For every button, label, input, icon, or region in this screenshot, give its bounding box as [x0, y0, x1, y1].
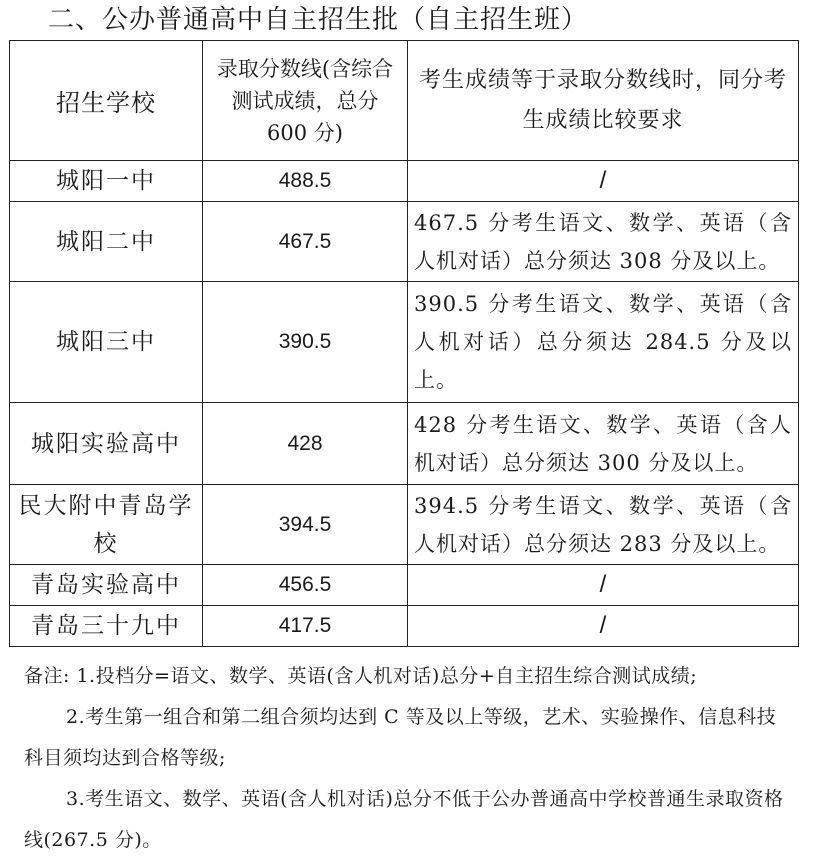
cutoff-score: 467.5 — [203, 202, 408, 282]
school-name: 城阳一中 — [10, 161, 203, 202]
tie-rule: 390.5 分考生语文、数学、英语（含人机对话）总分须达 284.5 分及以上。 — [408, 282, 799, 403]
cutoff-score: 488.5 — [203, 161, 408, 202]
note-3: 3.考生语文、数学、英语(含人机对话)总分不低于公办普通高中学校普通生录取资格线(267.5 分)。 — [24, 788, 784, 851]
cutoff-score: 394.5 — [203, 485, 408, 565]
table-row — [10, 202, 799, 282]
tie-rule: 428 分考生语文、数学、英语（含人机对话）总分须达 300 分及以上。 — [408, 403, 799, 485]
school-name: 民大附中青岛学校 — [10, 485, 203, 565]
school-name: 青岛三十九中 — [10, 606, 203, 647]
cutoff-score: 456.5 — [203, 565, 408, 606]
table-header-row — [10, 41, 799, 161]
tie-rule: / — [408, 565, 799, 606]
cutoff-score: 428 — [203, 403, 408, 485]
header-school: 招生学校 — [10, 41, 203, 161]
tie-rule: 467.5 分考生语文、数学、英语（含人机对话）总分须达 308 分及以上。 — [408, 202, 799, 282]
page-title: 二、公办普通高中自主招生批（自主招生班） — [48, 5, 589, 35]
cutoff-score: 390.5 — [203, 282, 408, 403]
school-name: 城阳实验高中 — [10, 403, 203, 485]
table-row — [10, 161, 799, 202]
cutoff-score: 417.5 — [203, 606, 408, 647]
table-row — [10, 606, 799, 647]
table-row — [10, 565, 799, 606]
school-name: 青岛实验高中 — [10, 565, 203, 606]
header-requirement: 考生成绩等于录取分数线时，同分考生成绩比较要求 — [408, 41, 799, 161]
tie-rule: 394.5 分考生语文、数学、英语（含人机对话）总分须达 283 分及以上。 — [408, 485, 799, 565]
table-row — [10, 403, 799, 485]
notes-section — [24, 656, 794, 861]
table-row — [10, 485, 799, 565]
tie-rule: / — [408, 606, 799, 647]
header-score: 录取分数线(含综合测试成绩，总分 600 分) — [203, 41, 408, 161]
note-1: 备注: 1.投档分=语文、数学、英语(含人机对话)总分+自主招生综合测试成绩; — [24, 665, 698, 687]
tie-rule: / — [408, 161, 799, 202]
note-2: 2.考生第一组合和第二组合须均达到 C 等及以上等级，艺术、实验操作、信息科技科目须均达到合格等级; — [24, 706, 777, 769]
school-name: 城阳二中 — [10, 202, 203, 282]
admissions-table — [9, 40, 799, 647]
school-name: 城阳三中 — [10, 282, 203, 403]
table-row — [10, 282, 799, 403]
